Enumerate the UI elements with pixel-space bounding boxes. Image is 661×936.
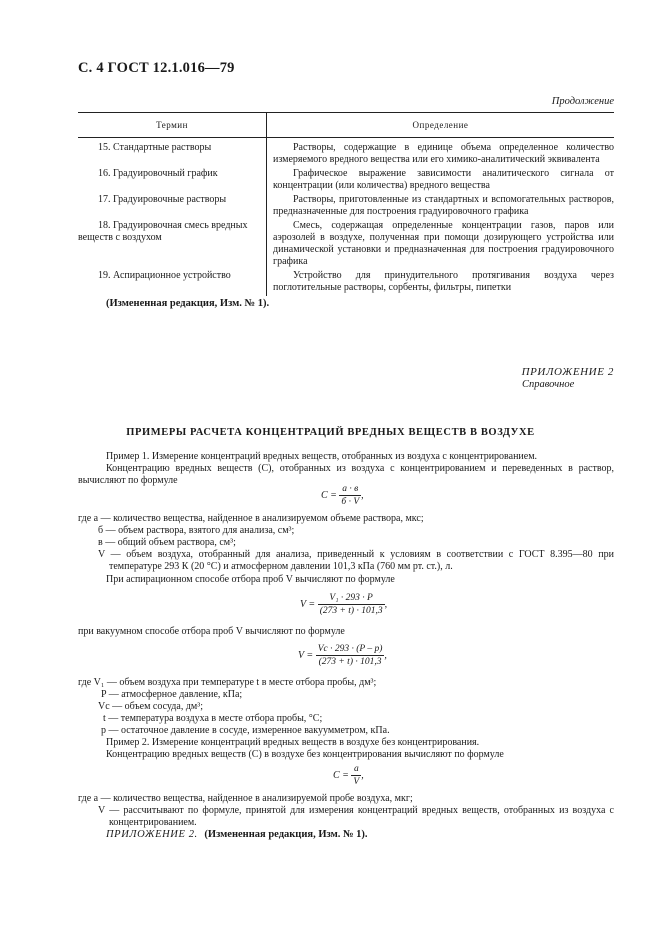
page-header: С. 4 ГОСТ 12.1.016—79 — [78, 60, 235, 76]
formula-1 — [321, 484, 364, 507]
section-title: ПРИМЕРЫ РАСЧЕТА КОНЦЕНТРАЦИЙ ВРЕДНЫХ ВЕЩЕСТВ В ВОЗДУХЕ — [126, 427, 535, 438]
formula-2-denominator: (273 + t) · 101,3 — [319, 606, 383, 616]
where-V1: где V₁ — объем воздуха при температуре t в месте отбора пробы, дм³; — [78, 677, 377, 688]
terms-table — [78, 112, 614, 296]
formula-4-lhs: C = — [333, 769, 349, 781]
column-header-definition: Определение — [267, 113, 615, 138]
where-P: P — атмосферное давление, кПа; — [101, 689, 243, 700]
appendix-subtitle: Справочное — [522, 379, 575, 390]
definition-cell: Устройство для принудительного протягивания воздуха через поглотительные растворы, сорбенты, фильтры, пипетки — [273, 270, 614, 293]
definition-cell: Графическое выражение зависимости аналитического сигнала от концентрации (или количества) вредного вещества — [273, 168, 614, 191]
formula-4-tail: , — [361, 769, 364, 781]
where-V-2: V — рассчитывают по формуле, принятой для измерения концентраций вредных веществ, отобранных из воздуха с концентрированием. — [98, 805, 614, 828]
term-cell: 17. Градуировочные растворы — [78, 194, 267, 220]
term-cell: 19. Аспирационное устройство — [78, 270, 267, 296]
formula-3-lhs: V = — [298, 649, 314, 661]
concentration-text-1: Концентрацию вредных веществ (С), отобранных из воздуха с концентрированием и переведенных в раствор, вычисляют по формуле — [78, 463, 614, 486]
table-row — [78, 168, 614, 194]
where-t: t — температура воздуха в месте отбора пробы, °С; — [103, 713, 323, 724]
formula-2 — [300, 593, 387, 616]
table-row — [78, 220, 614, 270]
definition-cell: Смесь, содержащая определенные концентрации газов, паров или аэрозолей в воздухе, полученная при помощи дозирующего устройства или динамической установки и предназначенная для построения градуировочного графика — [273, 220, 614, 267]
aspiration-text: При аспирационном способе отбора проб V вычисляют по формуле — [106, 574, 395, 585]
continuation-label: Продолжение — [551, 96, 614, 107]
formula-3-fraction — [316, 644, 385, 667]
final-change-note: (Измененная редакция, Изм. № 1). — [204, 829, 368, 840]
where-v: в — общий объем раствора, см³; — [98, 537, 236, 548]
final-note — [106, 829, 368, 840]
where-V: V — объем воздуха, отобранный для анализа, приведенный к условиям в соответствии с ГОСТ 8.395—80 при температуре 293 К (20 °С) и атмосферном давлении 101,3 кПа (760 мм рт. ст.), л. — [98, 549, 614, 572]
example-1: Пример 1. Измерение концентраций вредных веществ, отобранных из воздуха с концентрированием. — [106, 451, 538, 462]
formula-3 — [298, 644, 387, 667]
term-cell: 16. Градуировочный график — [78, 168, 267, 194]
appendix-title: ПРИЛОЖЕНИЕ 2 — [521, 366, 614, 378]
formula-4-denominator: V — [353, 777, 360, 787]
formula-1-tail: , — [361, 489, 364, 501]
concentration-text-2: Концентрацию вредных веществ (С) в воздухе без концентрирования вычисляют по формуле — [106, 749, 504, 760]
where-Vc: Vс — объем сосуда, дм³; — [98, 701, 204, 712]
where-p: p — остаточное давление в сосуде, измеренное вакуумметром, кПа. — [101, 725, 390, 736]
formula-3-numerator: Vс · 293 · (P – p) — [317, 644, 383, 654]
example-2: Пример 2. Измерение концентраций вредных веществ в воздухе без концентрирования. — [106, 737, 480, 748]
formula-1-numerator: a · в — [339, 484, 361, 496]
vacuum-text: при вакуумном способе отбора проб V вычисляют по формуле — [78, 626, 345, 637]
formula-3-denominator: (273 + t) · 101,3 — [318, 657, 382, 667]
formula-2-tail: , — [384, 598, 388, 610]
term-cell: 18. Градуировочная смесь вредных веществ с воздухом — [78, 220, 267, 270]
definition-cell: Растворы, содержащие в единице объема определенное количество измеряемого вредного вещества или его химико-аналитический эквивалента — [273, 142, 614, 165]
formula-2-lhs: V = — [300, 598, 316, 610]
column-header-terms: Термин — [78, 113, 267, 138]
table-row — [78, 138, 614, 169]
final-appendix-ref: ПРИЛОЖЕНИЕ 2. — [106, 829, 198, 840]
term-cell: 15. Стандартные растворы — [78, 138, 267, 169]
definition-cell: Растворы, приготовленные из стандартных и вспомогательных растворов, предназначенные для построения градуировочного графика — [273, 194, 614, 217]
formula-1-fraction — [339, 484, 361, 507]
where-a-2: где a — количество вещества, найденное в анализируемой пробе воздуха, мкг; — [78, 793, 413, 804]
change-note: (Измененная редакция, Изм. № 1). — [106, 298, 270, 309]
formula-4 — [333, 764, 364, 787]
formula-1-lhs: C = — [321, 489, 337, 501]
table-row — [78, 270, 614, 296]
where-b: б — объем раствора, взятого для анализа, см³; — [98, 525, 295, 536]
formula-4-numerator: a — [351, 764, 361, 776]
formula-4-fraction — [351, 764, 361, 787]
formula-2-fraction — [318, 593, 385, 616]
formula-3-tail: , — [384, 649, 387, 661]
table-row — [78, 194, 614, 220]
formula-1-denominator: б · V — [341, 497, 360, 507]
formula-2-numerator: V₁ · 293 · P — [318, 593, 385, 605]
where-a-1: где a — количество вещества, найденное в анализируемом объеме раствора, мкс; — [78, 513, 424, 524]
